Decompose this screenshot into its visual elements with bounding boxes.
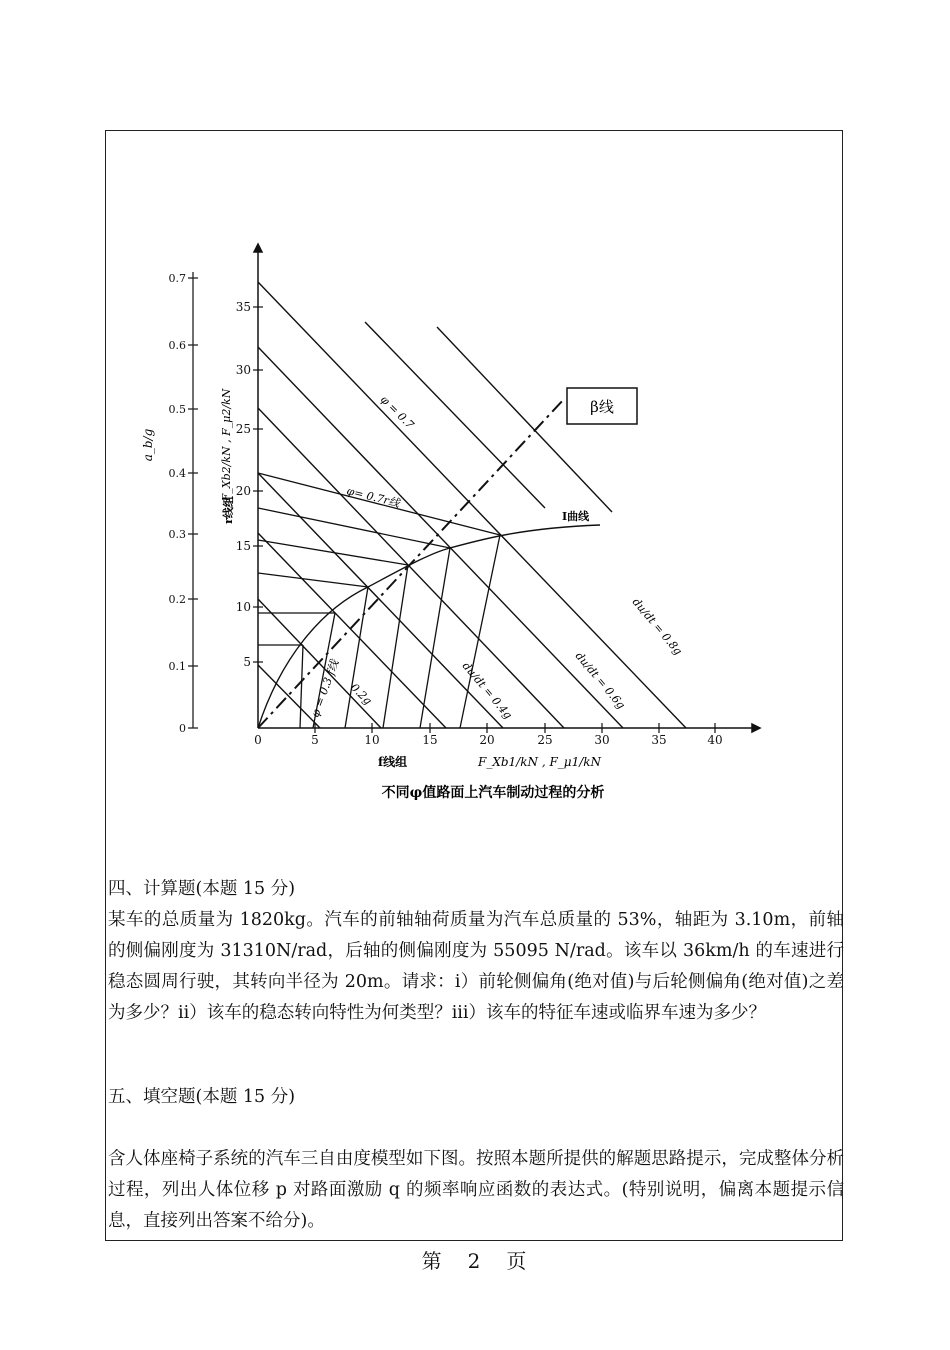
left-tick: 0.5 <box>168 403 186 416</box>
left-tick: 0 <box>179 722 186 735</box>
y-tick: 25 <box>235 422 251 436</box>
page-number-value: 2 <box>467 1249 483 1273</box>
x-tick: 5 <box>311 733 319 747</box>
left-tick: 0.6 <box>168 339 186 352</box>
y-tick: 15 <box>235 539 251 553</box>
y-tick: 20 <box>235 484 251 498</box>
left-tick: 0.3 <box>168 528 186 541</box>
left-tick: 0.2 <box>168 593 186 606</box>
f-line <box>300 645 303 728</box>
x-tick: 20 <box>479 733 495 747</box>
label-du02: 0.2g <box>347 680 375 708</box>
label-phi07r: φ= 0.7r线 <box>345 484 401 511</box>
y-tick: 35 <box>235 300 251 314</box>
y-tick: 10 <box>235 600 251 614</box>
label-phi07: φ = 0.7 <box>377 392 417 432</box>
beta-line <box>258 398 565 728</box>
label-I-curve: I曲线 <box>562 510 590 523</box>
r-group-label: r线组 <box>222 496 235 524</box>
x-tick: 25 <box>537 733 553 747</box>
left-tick: 0.7 <box>168 272 186 285</box>
y-tick: 5 <box>243 655 251 669</box>
page-number <box>0 1245 950 1274</box>
r-line <box>258 540 408 565</box>
section-4-body: 某车的总质量为 1820kg。汽车的前轴轴荷质量为汽车总质量的 53%，轴距为 3.10m，前轴的侧偏刚度为 31310N/rad，后轴的侧偏刚度为 55095 N/rad。该车以 36km/h 的车速进行稳态圆周行驶，其转向半径为 20m。请求：i）前轮侧偏角(绝对值)与后轮侧偏角(绝对值)之差为多少？ii）该车的稳态转向特性为何类型？iii）该车的特征车速或临界车速为多少？ <box>108 910 844 1023</box>
figure-caption: 不同φ值路面上汽车制动过程的分析 <box>381 785 605 801</box>
x-tick: 0 <box>254 733 262 747</box>
label-du06: du/dt = 0.6g <box>572 649 628 712</box>
left-tick: 0.1 <box>168 660 186 673</box>
x-tick: 15 <box>422 733 438 747</box>
du-line-04 <box>258 473 503 728</box>
r-line <box>258 573 368 587</box>
page-prefix: 第 <box>421 1249 444 1273</box>
x-axis-label: F_Xb1/kN , F_μ1/kN <box>478 755 602 769</box>
left-axis-label: a_b/g <box>141 428 155 462</box>
left-tick: 0.4 <box>168 467 186 480</box>
beta-box-label: β线 <box>590 398 614 416</box>
x-tick: 30 <box>594 733 610 747</box>
I-curve <box>258 525 600 728</box>
y-axis-label: F_Xb2/kN , F_μ2/kN <box>220 388 233 502</box>
section-4-heading: 四、计算题(本题 15 分) <box>108 879 296 899</box>
f-line <box>420 548 450 728</box>
page-suffix: 页 <box>506 1249 529 1273</box>
label-du04: du/dt = 0.4g <box>459 659 515 722</box>
section-5 <box>108 1082 844 1237</box>
label-du08: du/dt = 0.8g <box>629 595 685 658</box>
label-phi03: φ = 0.3 f线 <box>308 658 342 720</box>
x-tick: 35 <box>651 733 667 747</box>
x-tick: 40 <box>707 733 723 747</box>
section-5-body: 含人体座椅子系统的汽车三自由度模型如下图。按照本题所提供的解题思路提示，完成整体分析过程，列出人体位移 p 对路面激励 q 的频率响应函数的表达式。(特别说明，偏离本题提示信息，直接列出答案不给分)。 <box>108 1149 844 1231</box>
x-tick: 10 <box>364 733 380 747</box>
r-line <box>258 508 450 548</box>
y-tick: 30 <box>235 363 251 377</box>
f-group-label: f线组 <box>378 755 408 769</box>
section-4 <box>108 874 844 1029</box>
f-line <box>345 587 368 728</box>
section-5-heading: 五、填空题(本题 15 分) <box>108 1087 296 1107</box>
